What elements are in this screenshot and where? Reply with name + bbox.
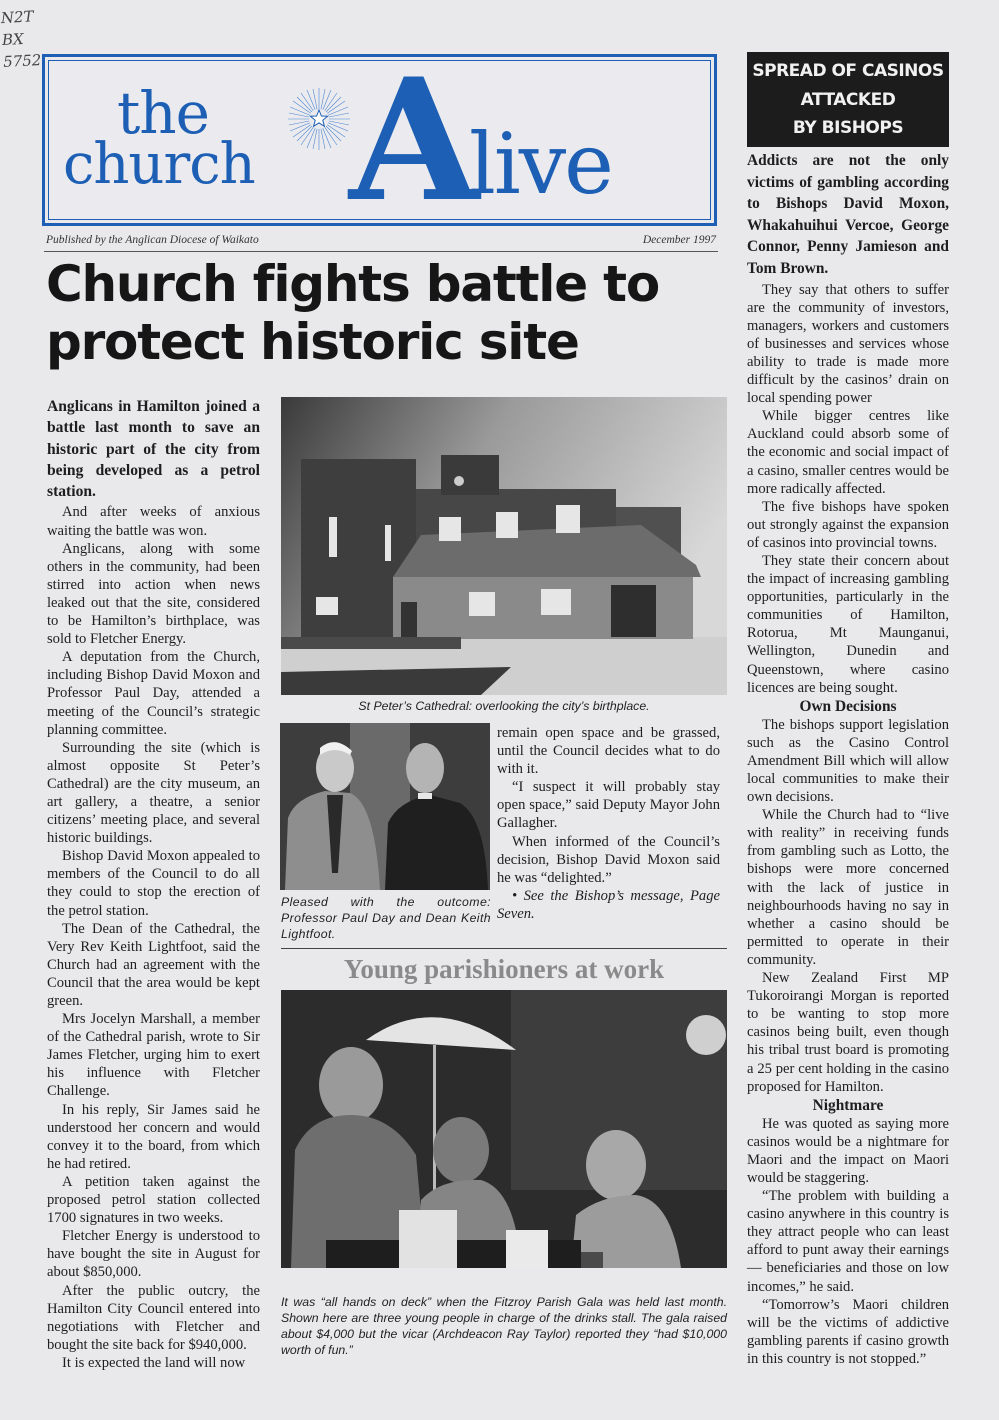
divider: [281, 948, 727, 949]
archive-handwritten-note: [0, 5, 43, 73]
archive-note-line: N2T: [0, 7, 34, 28]
article-paragraph: It is expected the land will now: [62, 1354, 246, 1371]
article-paragraph: “Tomorrow’s Maori children will be the victims of addictive gambling parents if casino growth in this country is not stopped.”: [747, 1296, 949, 1367]
article-paragraph: While bigger centres like Auckland could absorb some of the economic and social impact of a casino, smaller centres would be more radically affected.: [747, 408, 949, 497]
masthead-frame: [48, 41, 711, 239]
article-paragraph: Bishop David Moxon appealed to members of the Council to do all they could to stop the erection of the petrol station.: [47, 848, 260, 919]
article-paragraph: “The problem with building a casino anywhere in this country is they attract people who can least afford to punt away their earnings — beneficiaries and those on low incomes,” he said.: [747, 1188, 949, 1295]
young-parishioners-photo-caption: It was “all hands on deck” when the Fitzroy Parish Gala was held last month. Shown here are three young people in charge of the drinks stall. The gala raised about $4,000 but the vicar (Archdeacon Ray Taylor) reported they “had $10,000 worth of fun.”: [281, 1295, 727, 1357]
main-article-left-column: [47, 396, 260, 1372]
sidebar-subhead-nightmare: Nightmare: [812, 1096, 884, 1114]
publisher-line: Published by the Anglican Diocese of Waikato: [46, 234, 259, 246]
article-paragraph: After the public outcry, the Hamilton City Council entered into negotiations with Fletcher and bought the site back for $940,000.: [47, 1282, 260, 1353]
article-paragraph: He was quoted as saying more casinos would be a nightmare for Maori and the impact on Maori would be staggering.: [747, 1115, 949, 1186]
article-paragraph: When informed of the Council’s decision, Bishop David Moxon said he was “delighted.”: [497, 833, 720, 886]
article-paragraph: remain open space and be grassed, until the Council decides what to do with it.: [497, 725, 720, 778]
sidebar-headline-line: SPREAD OF CASINOS: [752, 61, 944, 81]
article-paragraph: A petition taken against the proposed petrol station collected 1700 signatures in two weeks.: [47, 1173, 260, 1227]
article-paragraph: The Dean of the Cathedral, the Very Rev Keith Lightfoot, said the Church had an agreement with the Council that the area would be kept green.: [47, 920, 260, 1010]
cathedral-photo: [281, 397, 727, 695]
sidebar-headline: [747, 52, 949, 147]
article-paragraph: “I suspect it will probably stay open space,” said Deputy Mayor John Gallagher.: [497, 779, 720, 832]
article-paragraph: Mrs Jocelyn Marshall, a member of the Cathedral parish, wrote to Sir James Fletcher, urging him to exert his influence with Fletcher Challenge.: [47, 1011, 260, 1100]
cathedral-photo-caption: St Peter’s Cathedral: overlooking the city’s birthplace.: [358, 699, 650, 713]
sidebar-article-column: [747, 150, 949, 1368]
article-paragraph: The five bishops have spoken out strongly against the expansion of casinos into provincial towns.: [747, 498, 949, 551]
masthead-title-live: live: [469, 115, 612, 213]
article-paragraph: They say that others to suffer are the community of investors, managers, workers and customers of businesses and services whose ability to trade is made more difficult by the casinos’ drain on local spending power: [747, 281, 949, 407]
article-paragraph: Fletcher Energy is understood to have bought the site in August for about $850,000.: [47, 1228, 260, 1281]
sidebar-headline-line: BY BISHOPS: [792, 118, 904, 138]
archive-note-line: 5752: [2, 51, 42, 72]
professor-and-dean-photo: [280, 723, 490, 890]
article-paragraph: In his reply, Sir James said he understood her concern and would convey it to the board, from which he had retired.: [47, 1101, 260, 1172]
article-lede: Anglicans in Hamilton joined a battle last month to save an historic part of the city from being developed as a petrol station.: [47, 398, 260, 501]
archive-note-line: BX: [1, 29, 25, 50]
article-paragraph: They state their concern about the impact of increasing gambling opportunities, particularly in the communities of Hamilton, Rotorua, Mt Maunganui, Wellington, Dunedin and Queenstown, where casino licences are being sought.: [747, 552, 949, 696]
sidebar-subhead-own-decisions: Own Decisions: [799, 697, 897, 715]
masthead-title-big-a: A: [349, 41, 480, 239]
article-paragraph: New Zealand First MP Tukoroirangi Morgan is reported to be wanting to stop more casinos being built, even though his tribal trust board is promoting a 25 per cent holding in the casino proposed for Hamilton.: [747, 970, 949, 1095]
article-paragraph: Surrounding the site (which is almost opposite St Peter’s Cathedral) are the city museum, an art gallery, a theatre, a senior citizens’ meeting place, and several historic buildings.: [47, 739, 260, 847]
article-paragraph: A deputation from the Church, including Bishop David Moxon and Professor Paul Day, attended a meeting of the Council’s strategic planning committee.: [47, 649, 260, 738]
masthead-title-the: the: [117, 79, 209, 147]
divider: [44, 251, 718, 252]
main-headline: Church fights battle to protect historic site: [46, 255, 659, 371]
main-article-continuation-column: [497, 724, 720, 923]
sidebar-headline-line: ATTACKED: [800, 89, 896, 110]
masthead: [42, 41, 717, 239]
article-paragraph: Anglicans, along with some others in the community, had been stirred into action when news leaked out that the site, considered to be Hamilton’s birthplace, was sold to Fletcher Energy.: [47, 540, 260, 648]
young-parishioners-photo: [281, 990, 727, 1268]
masthead-title-church: church: [63, 132, 255, 197]
see-also-link[interactable]: • See the Bishop’s message, Page Seven.: [497, 887, 720, 922]
article-paragraph: While the Church had to “live with reality” in receiving funds from gambling such as Lotto, the bishops were more concerned with the lack of justice in neighbourhoods having no say in whether a casino should be permitted to operate in their community.: [747, 807, 949, 968]
sidebar-lede: Addicts are not the only victims of gambling according to Bishops David Moxon, Whakahuihui Vercoe, George Connor, Penny Jamieson and Tom Brown.: [747, 152, 949, 277]
article-paragraph: The bishops support legislation such as the Casino Control Amendment Bill which will allow local communities to make their own decisions.: [747, 716, 949, 806]
feature-photo-title: Young parishioners at work: [343, 954, 665, 984]
professor-and-dean-photo-caption: Pleased with the outcome: Professor Paul Day and Dean Keith Lightfoot.: [281, 895, 491, 941]
article-paragraph: And after weeks of anxious waiting the battle was won.: [47, 504, 260, 539]
starburst-icon: [287, 87, 351, 151]
issue-date: December 1997: [642, 234, 716, 246]
